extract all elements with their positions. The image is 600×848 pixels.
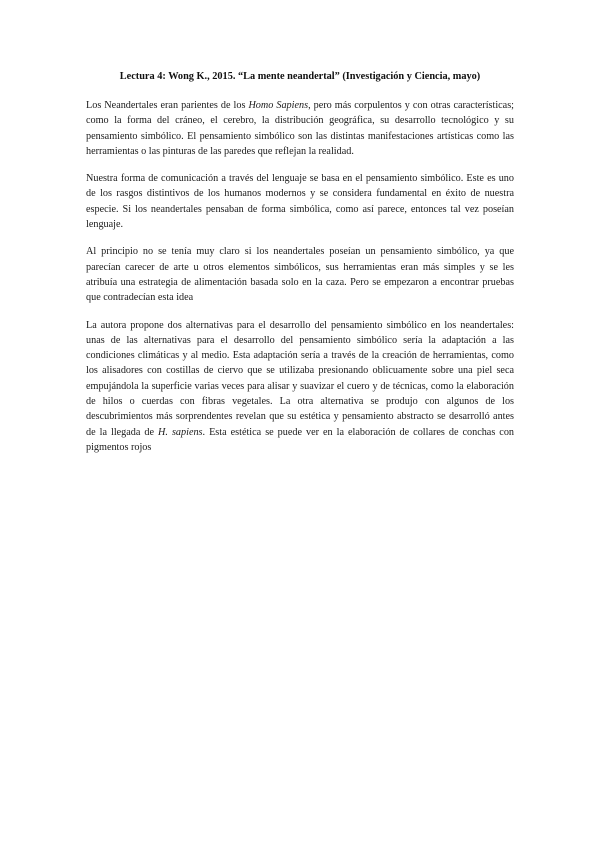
paragraph-text: Al principio no se tenía muy claro si los neandertales poseían un pensamiento simbólico, ya que parecían carecer de arte u otros elementos simbólicos, sus herramientas eran más simples y se les atribuía una estrategia de alimentación basada solo en la caza. Pero se empezaron a encontrar pruebas que contradecían esta idea — [86, 246, 514, 304]
paragraph-text: La autora propone dos alternativas para el desarrollo del pensamiento simbólico en los neandertales: unas de las alternativas para el desarrollo del pensamiento simbólico sería la adaptación a las condiciones climáticas y al medio. Esta adaptación sería a través de la creación de herramientas, como los alisadores con costillas de ciervo que se utilizaba presionando oblicuamente sobre una piel seca empujándola la superficie varias veces para alisar y suavizar el cuero y de técnicas, como la elaboración de hilos o cuerdas con fibras vegetales. La otra alternativa se produjo con algunos de los descubrimientos más sorprendentes revelan que su estética y pensamiento abstracto se desarrolló antes de la llegada de — [86, 319, 514, 438]
paragraph-2 — [86, 171, 514, 232]
paragraph-text: , pero más corpulentos y con otras características; como la forma del cráneo, el cerebro, la distribución geográfica, su desarrollo tecnológico y su pensamiento simbólico. El pensamiento simbólico son las distintas manifestaciones artísticas como las herramientas o las pinturas de las paredes que reflejan la realidad. — [86, 100, 514, 157]
paragraph-1 — [86, 98, 514, 159]
paragraph-italic-text: H. sapiens — [158, 426, 203, 438]
document-body — [86, 70, 514, 467]
paragraph-4 — [86, 318, 514, 456]
paragraph-3 — [86, 244, 514, 305]
paragraph-text: Nuestra forma de comunicación a través del lenguaje se basa en el pensamiento simbólico. Este es uno de los rasgos distintivos de los humanos modernos y se considera fundamental en éxito de nuestra especie. Si los neandertales pensaban de forma simbólica, como así parece, entonces tal vez poseían lenguaje. — [86, 173, 514, 231]
paragraph-text: Los Neandertales eran parientes de los — [86, 100, 249, 111]
document-title: Lectura 4: Wong K., 2015. “La mente neandertal” (Investigación y Ciencia, mayo) — [119, 71, 481, 82]
paragraph-text: . Esta estética se puede ver en la elaboración de collares de conchas con pigmentos rojos — [86, 426, 515, 453]
paragraph-italic-text: Homo Sapiens — [248, 100, 309, 111]
